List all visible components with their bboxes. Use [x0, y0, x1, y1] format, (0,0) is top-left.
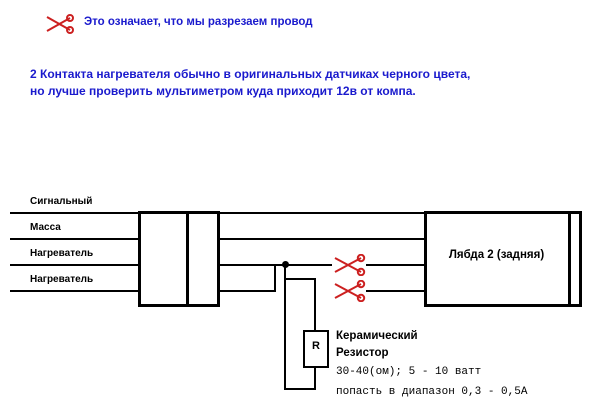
scissors-cut-lower-icon — [332, 280, 366, 302]
legend-text: Это означает, что мы разрезаем провод — [84, 16, 313, 28]
lambda-sensor-label: Лябда 2 (задняя) — [448, 249, 545, 261]
resistor-branch-bottom-vertical — [314, 368, 316, 390]
resistor-title-line-1: Керамический — [336, 330, 418, 342]
wire-heater2-jog-vertical — [274, 264, 276, 292]
resistor-title-line-2: Резистор — [336, 347, 389, 359]
resistor-spec-line-1: 30-40(ом); 5 - 10 ватт — [336, 366, 482, 378]
wire-heater1-right-segment — [366, 264, 426, 266]
resistor-branch-right-vertical — [314, 278, 316, 330]
wire-signal-left — [10, 212, 140, 214]
wire-heater1-left — [10, 264, 140, 266]
connector-divider — [186, 211, 189, 307]
resistor-branch-bottom — [284, 388, 316, 390]
wire-ground-right — [218, 238, 426, 240]
connector-block — [138, 211, 220, 307]
wire-label-signal: Сигнальный — [30, 196, 93, 207]
wire-label-heater-1: Нагреватель — [30, 248, 94, 259]
wire-signal-right — [218, 212, 426, 214]
wire-ground-left — [10, 238, 140, 240]
wire-heater2-right-segment — [366, 290, 426, 292]
wire-heater2-left — [10, 290, 140, 292]
resistor-spec-line-2: попасть в диапазон 0,3 - 0,5А — [336, 386, 528, 398]
resistor-branch-left-vertical — [284, 264, 286, 390]
wire-label-heater-2: Нагреватель — [30, 274, 94, 285]
scissors-icon — [44, 14, 74, 34]
wire-label-ground: Масса — [30, 222, 61, 233]
wire-heater2-right-stub — [218, 290, 276, 292]
scissors-cut-upper-icon — [332, 254, 366, 276]
resistor-symbol: R — [312, 340, 320, 352]
note-line-1: 2 Контакта нагревателя обычно в оригинальных датчиках черного цвета, — [30, 67, 471, 81]
note-text — [30, 66, 470, 100]
note-line-2: но лучше проверить мультиметром куда приходит 12в от компа. — [30, 84, 416, 98]
resistor-branch-top — [284, 278, 316, 280]
